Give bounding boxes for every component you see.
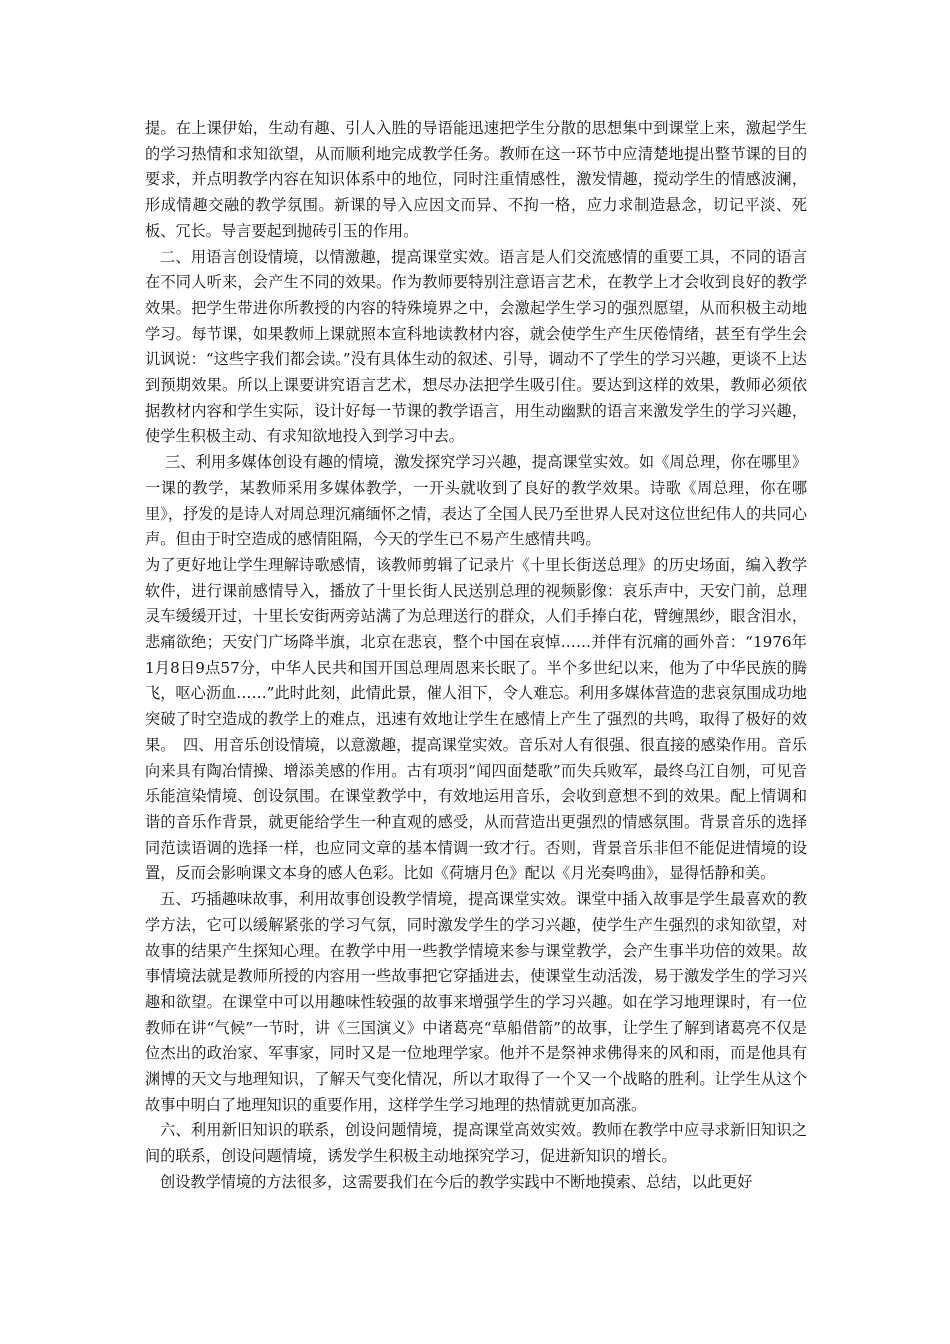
paragraph-conclusion: 创设教学情境的方法很多，这需要我们在今后的教学实践中不断地摸索、总结，以此更好	[160, 1172, 753, 1191]
paragraph-section-2: 二、用语言创设情境，以情激趣，提高课堂实效。语言是人们交流感情的重要工具，不同的语言在不同人听来，会产生不同的效果。作为教师要特别注意语言艺术，在教学上才会收到良好的教学效果。把学生带进你所教授的内容的特殊境界之中，会激起学生学习的强烈愿望，从而积极主动地学习。每节课，如果教师上课就照本宣科地读教材内容，就会使学生产生厌倦情绪，甚至有学生会讥讽说：“这些字我们都会读。”没有具体生动的叙述、引导，调动不了学生的学习兴趣，更谈不上达到预期效果。所以上课要讲究语言艺术，想尽办法把学生吸引住。要达到这样的效果，教师必须依据教材内容和学生实际，设计好每一节课的教学语言，用生动幽默的语言来激发学生的学习兴趣，使学生积极主动、有求知欲地投入到学习中去。	[145, 247, 807, 446]
paragraph-intro: 提。在上课伊始，生动有趣、引人入胜的导语能迅速把学生分散的思想集中到课堂上来，激起学生的学习热情和求知欲望，从而顺利地完成教学任务。教师在这一环节中应清楚地提出整节课的目的要求，并点明教学内容在知识体系中的地位，同时注重情感性，激发情趣，搅动学生的情感波澜，形成情趣交融的教学氛围。新课的导入应因文而异、不拘一格，应力求制造悬念，切记平淡、死板、冗长。导言要起到抛砖引玉的作用。	[145, 119, 807, 240]
paragraph-section-3-continued: 为了更好地让学生理解诗歌感情，该教师剪辑了记录片《十里长街送总理》的历史场面，编入教学软件，进行课前感情导入，播放了十里长街人民送别总理的视频影像：哀乐声中，天安门前，总理灵车缓缓开过，十里长安街两旁站满了为总理送行的群众，人们手捧白花，臂缠黑纱，眼含泪水，悲痛欲绝；天安门广场降半旗，北京在悲哀，整个中国在哀悼……并伴有沉痛的画外音：“1976年1月8日9点57分，中华人民共和国开国总理周恩来长眠了。半个多世纪以来，他为了中华民族的腾飞，呕心沥血……”此时此刻，此情此景，催人泪下，令人难忘。利用多媒体营造的悲哀氛围成功地突破了时空造成的教学上的难点，迅速有效地让学生在感情上产生了强烈的共鸣，取得了极好的效果。 四、用音乐创设情境，以意激趣，提高课堂实效。音乐对人有很强、很直接的感染作用。音乐向来具有陶冶情操、增添美感的作用。古有项羽“闻四面楚歌”而失兵败军，最终乌江自刎，可见音乐能渲染情境、创设氛围。在课堂教学中，有效地运用音乐，会收到意想不到的效果。配上情调和谐的音乐作背景，就更能给学生一种直观的感受，从而营造出更强烈的情感氛围。背景音乐的选择同范读语调的选择一样，也应同文章的基本情调一致才行。否则，背景音乐非但不能促进情境的设置，反而会影响课文本身的感人色彩。比如《荷塘月色》配以《月光奏鸣曲》，显得恬静和美。	[145, 555, 807, 883]
document-body	[145, 116, 807, 1196]
paragraph-section-6: 六、利用新旧知识的联系，创设问题情境，提高课堂高效实效。教师在教学中应寻求新旧知识之间的联系，创设问题情境，诱发学生积极主动地探究学习，促进新知识的增长。	[145, 1121, 807, 1166]
paragraph-section-5: 五、巧插趣味故事，利用故事创设教学情境，提高课堂实效。课堂中插入故事是学生最喜欢的教学方法，它可以缓解紧张的学习气氛，同时激发学生的学习兴趣，使学生产生强烈的求知欲望，对故事的结果产生探知心理。在教学中用一些教学情境来参与课堂教学，会产生事半功倍的效果。故事情境法就是教师所授的内容用一些故事把它穿插进去，使课堂生动活泼，易于激发学生的学习兴趣和欲望。在课堂中可以用趣味性较强的故事来增强学生的学习兴趣。如在学习地理课时，有一位教师在讲“气候”一节时，讲《三国演义》中诸葛亮“草船借箭”的故事，让学生了解到诸葛亮不仅是位杰出的政治家、军事家，同时又是一位地理学家。他并不是祭神求佛得来的风和雨，而是他具有渊博的天文与地理知识，了解天气变化情况，所以才取得了一个又一个战略的胜利。让学生从这个故事中明白了地理知识的重要作用，这样学生学习地理的热情就更加高涨。	[145, 890, 807, 1114]
paragraph-section-3: 三、利用多媒体创设有趣的情境，激发探究学习兴趣，提高课堂实效。如《周总理，你在哪里》一课的教学，某教师采用多媒体教学，一开头就收到了良好的教学效果。诗歌《周总理，你在哪里》，抒发的是诗人对周总理沉痛缅怀之情，表达了全国人民乃至世界人民对这位世纪伟人的共同心声。但由于时空造成的感情阻隔，今天的学生已不易产生感情共鸣。	[145, 453, 807, 549]
